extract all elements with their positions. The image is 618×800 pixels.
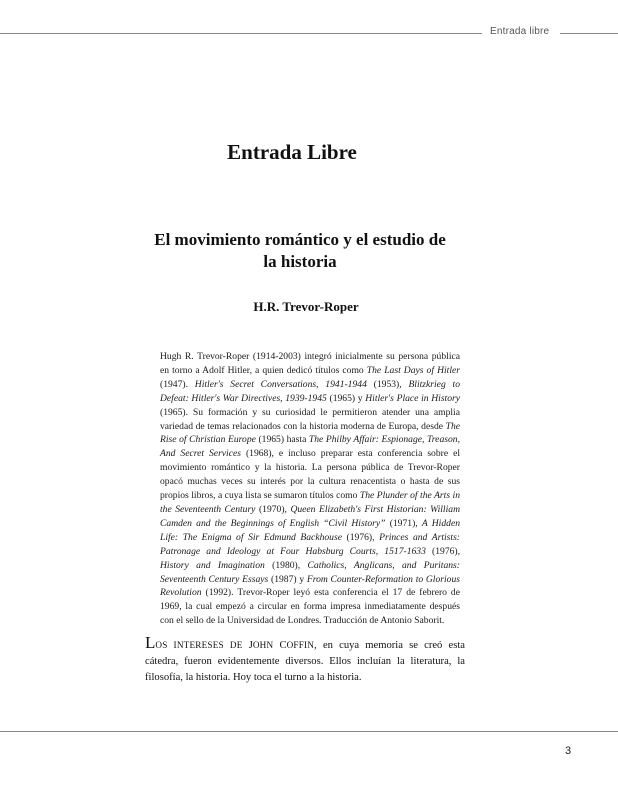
section-title: Entrada Libre: [227, 140, 357, 164]
header-rule-right: [560, 33, 618, 34]
drop-initial: L: [145, 633, 156, 652]
author-name: H.R. Trevor-Roper: [253, 299, 359, 314]
opening-paragraph: LOS INTERESES DE JOHN COFFIN, en cuya memoria se creó esta cátedra, fueron evidentemente diversos. Ellos incluían la literatura, la filosofía, la historia. Hoy toca el turno a la historia.: [145, 633, 465, 683]
header-rule-left: [0, 33, 482, 34]
abstract-paragraph: Hugh R. Trevor-Roper (1914-2003) integró inicialmente su persona pública en torno a Adolf Hitler, a quien dedicó títulos como The Last Days of Hitler (1947). Hitler's Secret Conversations, 1941-1944 (1953), Blitzkrieg to Defeat: Hitler's War Directives, 1939-1945 (1965) y Hitler's Place in History (1965). Su formación y su curiosidad le permitieron atender una amplia variedad de temas relacionados con la historia moderna de Europa, desde The Rise of Christian Europe (1965) hasta The Philby Affair: Espionage, Treason, And Secret Services (1968), e incluso preparar esta conferencia sobre el movimiento romántico y la historia. La persona pública de Trevor-Roper opacó muchas veces su interés por la cultura renacentista o hasta de sus propios libros, a cuya lista se sumaron títulos como The Plunder of the Arts in the Seventeenth Century (1970), Queen Elizabeth's First Historian: William Camden and the Beginnings of English “Civil History” (1971), A Hidden Life: The Enigma of Sir Edmund Backhouse (1976), Princes and Artists: Patronage and Ideology at Four Habsburg Courts, 1517-1633 (1976), History and Imagination (1980), Catholics, Anglicans, and Puritans: Seventeenth Century Essays (1987) y From Counter-Reformation to Glorious Revolution (1992). Trevor-Roper leyó esta conferencia el 17 de febrero de 1969, la cual empezó a circular en forma impresa inmediatamente después con el sello de la Universidad de Londres. Traducción de Antonio Saborit.: [160, 351, 461, 627]
page-number: 3: [565, 745, 572, 757]
small-caps-lead: OS INTERESES DE: [155, 640, 243, 650]
opening-text: , en cuya memoria se creó esta cátedra, fueron evidentemente diversos. Ellos incluían la literatura, la filosofía, la historia. Hoy toca el turno a la historia.: [145, 640, 465, 683]
footer-rule: [0, 731, 618, 732]
article-title: El movimiento romántico y el estudio de la historia: [154, 230, 446, 271]
running-head: Entrada libre: [490, 26, 550, 37]
